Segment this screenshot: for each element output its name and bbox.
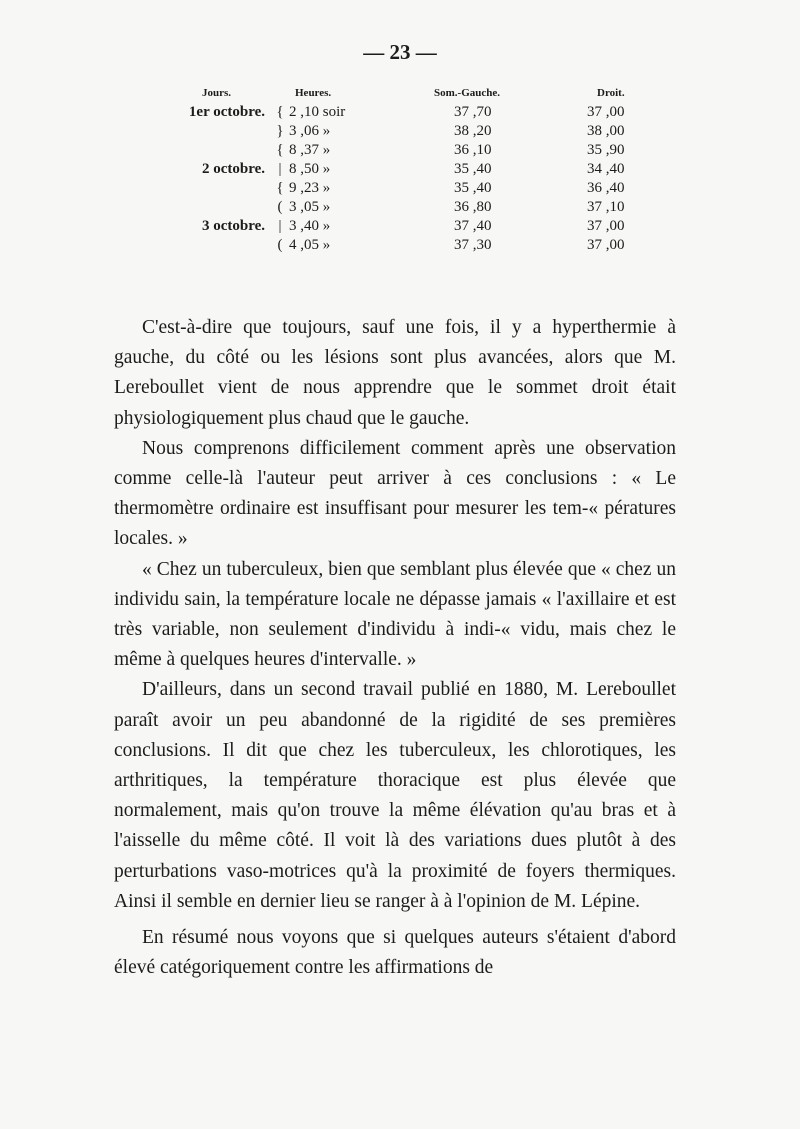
paragraph: D'ailleurs, dans un second travail publié en 1880, M. Lereboullet paraît avoir un peu abandonné de la rigidité de ses premières conclusions. Il dit que chez les tuberculeux, les chlorotiques, les arthritiques, la température thoracique est plus élevée que normalement, mais qu'on trouve la même élévation qu'au bras et à l'aisselle du même côté. Il voit là des variations dues plutôt à des perturbations vaso-motrices qu'à la proximité de foyers thermiques. Ainsi il semble en dernier lieu se ranger à à l'opinion de M. Lépine. (114, 679, 676, 912)
header-som-gauche: Som.-Gauche. (434, 87, 500, 99)
brace: | (278, 218, 282, 234)
body-text (114, 313, 676, 983)
table-row (140, 198, 677, 217)
row-droit: 37 ,10 (587, 199, 625, 215)
paragraph: C'est-à-dire que toujours, sauf une fois, il y a hyperthermie à gauche, du côté ou les lésions sont plus avancées, alors que M. Lereboullet vient de nous apprendre que le sommet droit était physiologiquement plus chaud que le gauche. (114, 317, 676, 429)
header-jours: Jours. (202, 87, 232, 99)
table-row (140, 160, 677, 179)
row-gauche: 36 ,10 (454, 142, 492, 158)
row-droit: 34 ,40 (587, 161, 625, 177)
row-droit: 37 ,00 (587, 104, 625, 120)
brace: | (278, 161, 282, 177)
brace: { (276, 104, 284, 120)
row-heure: 8 ,37 » (289, 142, 331, 158)
row-date: 2 octobre. (201, 161, 265, 177)
table-row (140, 122, 677, 141)
brace: { (276, 142, 284, 158)
row-gauche: 35 ,40 (454, 161, 492, 177)
table-row (140, 179, 677, 198)
table-row (140, 217, 677, 236)
row-date (140, 122, 271, 141)
table-row (140, 236, 677, 255)
row-date (140, 141, 271, 160)
table-row (140, 103, 677, 122)
row-heure: 3 ,06 » (289, 123, 331, 139)
temperature-table (140, 87, 677, 255)
row-heure: 4 ,05 » (289, 237, 331, 253)
row-heure: 8 ,50 » (289, 161, 331, 177)
row-gauche: 38 ,20 (454, 123, 492, 139)
paragraph: En résumé nous voyons que si quelques auteurs s'étaient d'abord élevé catégoriquement contre les affirmations de (114, 927, 676, 979)
row-gauche: 36 ,80 (454, 199, 492, 215)
row-heure: 3 ,40 » (289, 218, 331, 234)
row-droit: 35 ,90 (587, 142, 625, 158)
page-number: — 23 — (363, 40, 437, 64)
row-heure: 2 ,10 soir (289, 104, 346, 120)
paragraph: « Chez un tuberculeux, bien que semblant plus élevée que « chez un individu sain, la température locale ne dépasse jamais « l'axillaire et est très variable, non seulement d'individu à indi-« vidu, mais chez le même à quelques heures d'intervalle. » (114, 558, 676, 671)
header-heures: Heures. (295, 87, 332, 99)
row-gauche: 37 ,40 (454, 218, 492, 234)
row-droit: 37 ,00 (587, 218, 625, 234)
table-header-row (140, 87, 677, 103)
row-date (140, 236, 271, 255)
row-date (140, 198, 271, 217)
row-date: 1er octobre. (188, 104, 265, 120)
row-date: 3 octobre. (201, 218, 265, 234)
table-row (140, 141, 677, 160)
row-droit: 37 ,00 (587, 237, 625, 253)
row-gauche: 35 ,40 (454, 180, 492, 196)
header-droit: Droit. (597, 87, 625, 99)
row-heure: 3 ,05 » (289, 199, 331, 215)
row-date (140, 179, 271, 198)
row-droit: 36 ,40 (587, 180, 625, 196)
row-gauche: 37 ,70 (454, 104, 492, 120)
brace: ( (277, 199, 283, 215)
paragraph: Nous comprenons difficilement comment après une observation comme celle-là l'auteur peut arriver à ces conclusions : « Le thermomètre ordinaire est insuffisant pour mesurer les tem-« pératures locales. » (114, 437, 676, 550)
brace: ( (277, 237, 283, 253)
row-gauche: 37 ,30 (454, 237, 492, 253)
brace: { (276, 180, 284, 196)
row-droit: 38 ,00 (587, 123, 625, 139)
brace: } (276, 123, 284, 139)
row-heure: 9 ,23 » (289, 180, 331, 196)
